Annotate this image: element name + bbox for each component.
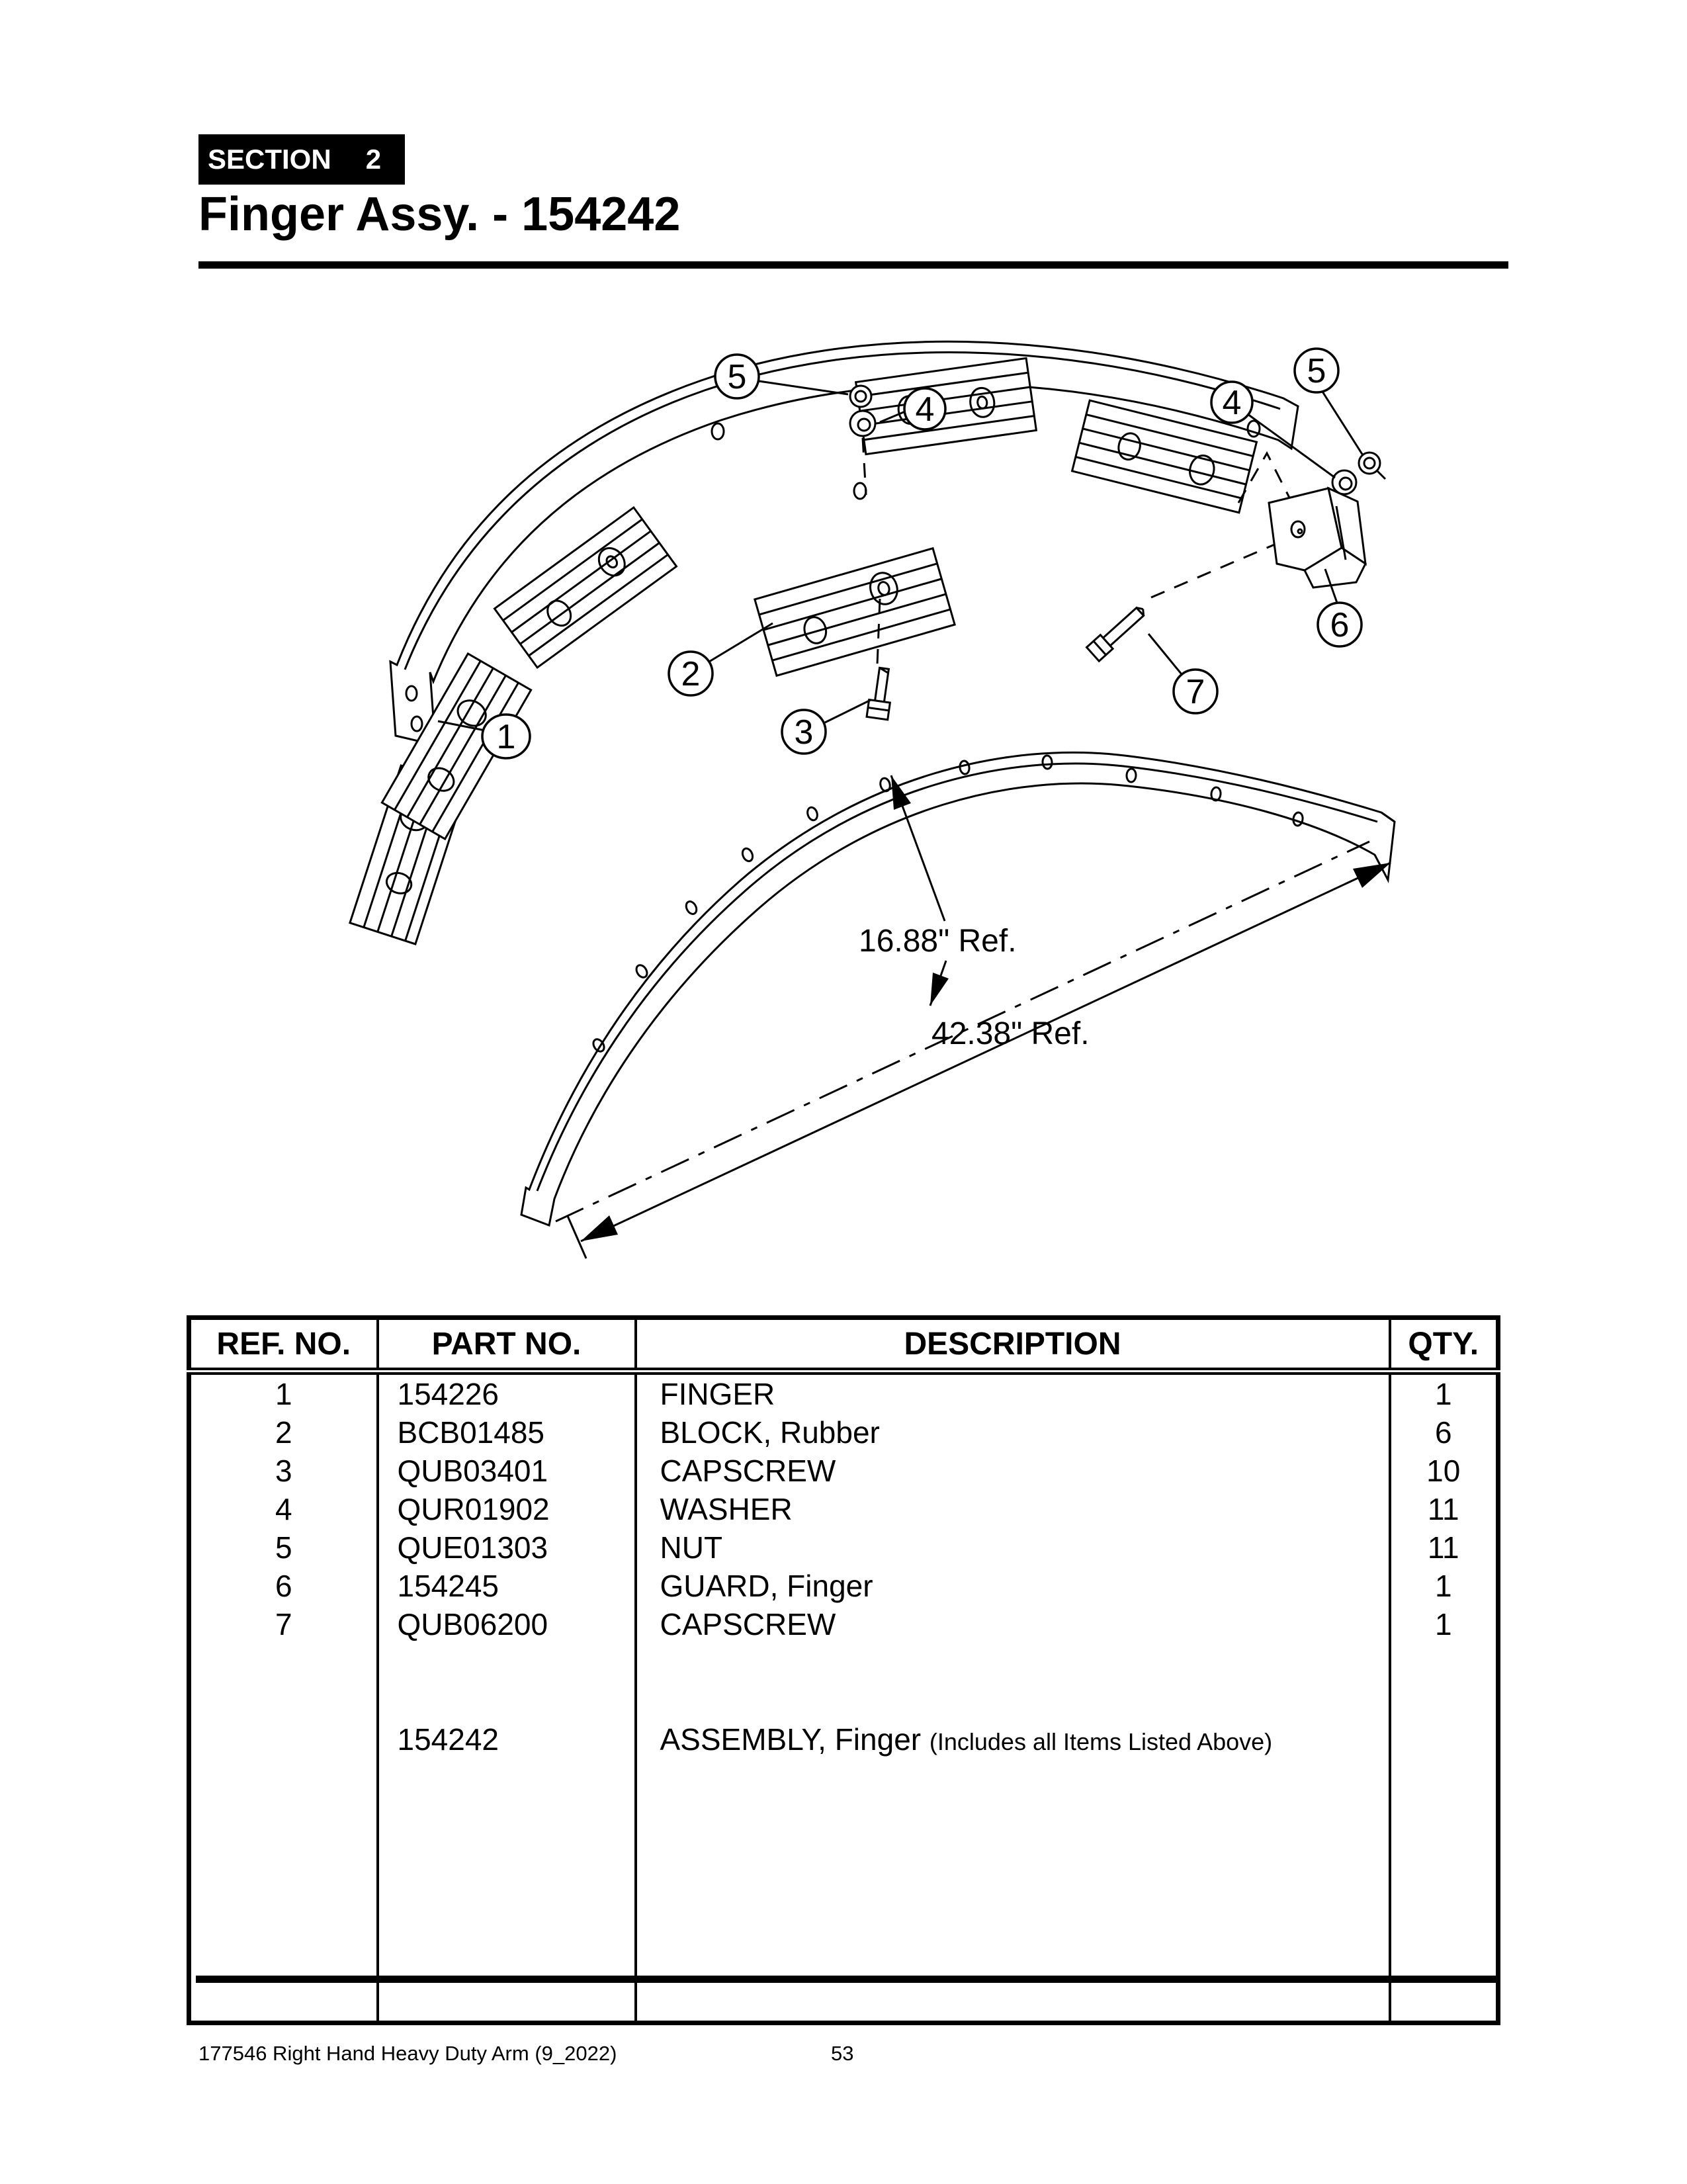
- nut: [850, 386, 871, 407]
- header-part-no: PART NO.: [378, 1318, 636, 1372]
- section-number: 2: [365, 144, 382, 175]
- svg-text:2: 2: [681, 655, 701, 693]
- svg-text:3: 3: [794, 713, 814, 752]
- qty: 1: [1390, 1372, 1498, 1414]
- table-row: [189, 1452, 1498, 1490]
- part-no: 154226: [378, 1372, 636, 1414]
- qty: 11: [1390, 1528, 1498, 1567]
- rubber-block-detached: [755, 548, 955, 676]
- assembly-description: [636, 1643, 1390, 2023]
- svg-text:4: 4: [915, 390, 935, 429]
- description: GUARD, Finger: [636, 1567, 1390, 1605]
- part-no: QUB06200: [378, 1605, 636, 1643]
- table-row: [189, 1605, 1498, 1643]
- header-description: DESCRIPTION: [636, 1318, 1390, 1372]
- table-row: [189, 1567, 1498, 1605]
- finger-assembly: [390, 341, 1298, 745]
- table-row: [189, 1413, 1498, 1452]
- guard-assembly: [1238, 453, 1385, 588]
- header-qty: QTY.: [1390, 1318, 1498, 1372]
- nut: [1359, 453, 1380, 474]
- ref-no: 3: [189, 1452, 378, 1490]
- dimension-radial-label: 16.88" Ref.: [859, 924, 1017, 959]
- part-no: 154245: [378, 1567, 636, 1605]
- ref-no: 4: [189, 1490, 378, 1528]
- description: NUT: [636, 1528, 1390, 1567]
- page-number: 53: [831, 2042, 854, 2065]
- description: CAPSCREW: [636, 1605, 1390, 1643]
- qty: 10: [1390, 1452, 1498, 1490]
- qty: 1: [1390, 1567, 1498, 1605]
- qty: 1: [1390, 1605, 1498, 1643]
- svg-text:1: 1: [496, 718, 516, 756]
- table-row: [189, 1372, 1498, 1414]
- part-no: BCB01485: [378, 1413, 636, 1452]
- page-title: Finger Assy. - 154242: [198, 188, 681, 241]
- description: CAPSCREW: [636, 1452, 1390, 1490]
- qty: [1390, 1643, 1498, 2023]
- capscrew-7: [1087, 602, 1150, 661]
- dimension-42-38: [556, 842, 1391, 1258]
- part-no: QUB03401: [378, 1452, 636, 1490]
- ref-no: 5: [189, 1528, 378, 1567]
- washer: [1332, 470, 1356, 494]
- ref-no: 7: [189, 1605, 378, 1643]
- svg-text:5: 5: [727, 358, 747, 396]
- washer: [850, 411, 875, 436]
- ref-no: 2: [189, 1413, 378, 1452]
- qty: 11: [1390, 1490, 1498, 1528]
- table-header-row: [189, 1318, 1498, 1372]
- assembly-desc-note: (Includes all Items Listed Above): [929, 1728, 1273, 1755]
- svg-text:4: 4: [1222, 384, 1242, 422]
- dimension-chord-label: 42.38" Ref.: [931, 1016, 1090, 1051]
- footer-rule: [196, 1976, 1496, 1983]
- part-no: QUR01902: [378, 1490, 636, 1528]
- section-label: SECTION: [208, 144, 331, 175]
- qty: 6: [1390, 1413, 1498, 1452]
- header-ref-no: REF. NO.: [189, 1318, 378, 1372]
- description: WASHER: [636, 1490, 1390, 1528]
- part-no: QUE01303: [378, 1528, 636, 1567]
- footer-document-title: 177546 Right Hand Heavy Duty Arm (9_2022): [198, 2042, 617, 2065]
- table-row: [189, 1490, 1498, 1528]
- band-hole: [854, 483, 866, 499]
- table-row: [189, 1528, 1498, 1567]
- svg-text:6: 6: [1330, 606, 1350, 644]
- ref-no: [189, 1643, 378, 2023]
- assembly-desc-main: ASSEMBLY, Finger: [660, 1722, 922, 1757]
- assembly-part-no: 154242: [378, 1643, 636, 2023]
- capscrew-3: [867, 667, 894, 720]
- ref-no: 1: [189, 1372, 378, 1414]
- description: FINGER: [636, 1372, 1390, 1414]
- assembly-row: [189, 1643, 1498, 2023]
- finger-band: [390, 341, 1298, 745]
- parts-table: [187, 1315, 1500, 2025]
- svg-text:7: 7: [1186, 673, 1205, 711]
- ref-no: 6: [189, 1567, 378, 1605]
- band-hole: [712, 423, 724, 439]
- finger-reference-view: [521, 752, 1395, 1225]
- svg-text:5: 5: [1307, 352, 1326, 390]
- description: BLOCK, Rubber: [636, 1413, 1390, 1452]
